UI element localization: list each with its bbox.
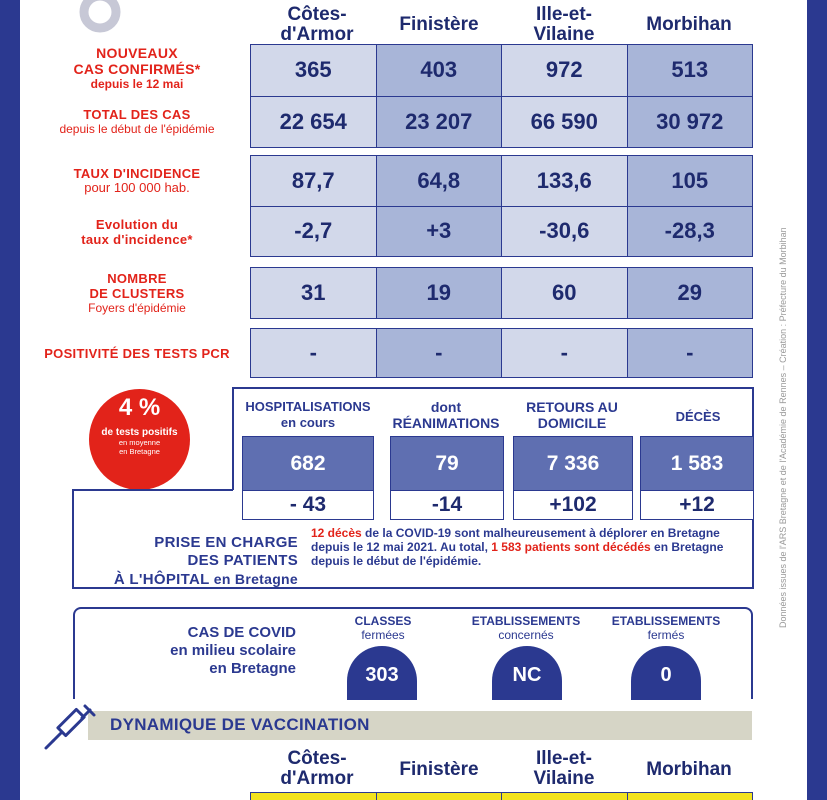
vacc-dept-header-cotes-darmor: Côtes- d'Armor <box>280 748 354 789</box>
hosp-value-hospitalisations: 682 <box>243 437 373 490</box>
cell-nouveaux-cas-ille-et-vilaine: 972 <box>501 45 627 96</box>
school-header-classes-label: CLASSES <box>354 614 412 628</box>
label-clusters-subtitle: Foyers d'épidémie <box>88 301 186 315</box>
vacc-dept-header-finistere: Finistère <box>399 759 479 780</box>
cell-taux-incidence-morbihan: 105 <box>627 156 753 206</box>
school-header-etablissements-concernes <box>456 614 596 642</box>
label-taux-incidence-title: TAUX D'INCIDENCE <box>73 166 201 181</box>
cell-positivite-finistere: - <box>376 329 502 377</box>
cell-positivite-morbihan: - <box>627 329 753 377</box>
cell-positivite-cotes-darmor: - <box>251 329 376 377</box>
hosp-card-hospitalisations <box>242 436 374 520</box>
hospital-text <box>311 526 749 568</box>
cell-total-cas-ille-et-vilaine: 66 590 <box>501 97 627 148</box>
positivity-badge-line1: de tests positifs <box>101 427 178 438</box>
school-value-etablissements-concernes: NC <box>492 646 562 700</box>
hosp-header-hospitalisations: HOSPITALISATIONS en cours <box>245 399 371 430</box>
hosp-header-deces: DÉCÈS <box>675 409 721 424</box>
hospital-text-deces-count: 12 décès <box>311 526 362 540</box>
cell-evolution-morbihan: -28,3 <box>627 207 753 257</box>
school-value-classes: 303 <box>347 646 417 700</box>
school-header-classes <box>338 614 428 642</box>
cell-total-cas-cotes-darmor: 22 654 <box>251 97 376 148</box>
cell-nouveaux-cas-morbihan: 513 <box>627 45 753 96</box>
syringe-icon <box>38 700 102 756</box>
cell-clusters-finistere: 19 <box>376 268 502 318</box>
credit-text: Données issues de l'ARS Bretagne et de l'Académie de Rennes – Création : Préfecture du Morbihan <box>778 227 788 628</box>
hospital-text-part1: de la COVID-19 sont malheureusement à déplorer en Bretagne depuis le 12 mai 2021. Au total, <box>311 526 720 554</box>
vaccination-title: DYNAMIQUE DE VACCINATION <box>110 715 370 734</box>
cell-nouveaux-cas-finistere: 403 <box>376 45 502 96</box>
infographic-sheet <box>20 0 807 800</box>
hosp-header-retours: RETOURS AU DOMICILE <box>526 399 618 431</box>
dept-header-ille-et-vilaine: Ille-et- Vilaine <box>533 4 595 45</box>
cell-clusters-cotes-darmor: 31 <box>251 268 376 318</box>
cell-total-cas-morbihan: 30 972 <box>627 97 753 148</box>
hospital-title <box>80 534 298 589</box>
school-header-fermes-label: ETABLISSEMENTS <box>611 614 721 628</box>
label-evolution-title: Evolution du taux d'incidence* <box>81 217 193 247</box>
dept-header-morbihan: Morbihan <box>646 14 732 35</box>
vacc-dept-header-morbihan: Morbihan <box>646 759 732 780</box>
hosp-change-deces: +12 <box>641 490 753 519</box>
hospital-title-line3 <box>80 570 298 589</box>
hosp-value-retours: 7 336 <box>514 437 632 490</box>
school-title: CAS DE COVID en milieu scolaire en Bretagne <box>170 624 296 677</box>
hospital-text-patients: 1 583 patients sont décédés <box>491 540 651 554</box>
school-header-fermes-sub: fermés <box>647 628 685 642</box>
cell-taux-incidence-finistere: 64,8 <box>376 156 502 206</box>
hosp-card-retours <box>513 436 633 520</box>
hosp-card-deces <box>640 436 754 520</box>
cell-evolution-finistere: +3 <box>376 207 502 257</box>
label-total-cas-title: TOTAL DES CAS <box>83 107 191 122</box>
label-nouveaux-cas-title: NOUVEAUX CAS CONFIRMÉS* <box>73 45 201 77</box>
hospital-title-hopital: À L'HÔPITAL <box>113 571 210 588</box>
hosp-value-deces: 1 583 <box>641 437 753 490</box>
hosp-change-retours: +102 <box>514 490 632 519</box>
positivity-badge-value: 4 % <box>118 394 161 421</box>
school-header-concernes-label: ETABLISSEMENTS <box>471 614 581 628</box>
cell-clusters-ille-et-vilaine: 60 <box>501 268 627 318</box>
hospital-title-main: PRISE EN CHARGE DES PATIENTS <box>154 534 298 569</box>
dept-header-finistere: Finistère <box>399 14 479 35</box>
vacc-table-top <box>250 792 753 800</box>
label-taux-incidence-subtitle: pour 100 000 hab. <box>84 180 190 195</box>
hosp-change-hospitalisations: - 43 <box>243 490 373 519</box>
hosp-header-reanimations: dont RÉANIMATIONS <box>392 399 500 431</box>
cell-nouveaux-cas-cotes-darmor: 365 <box>251 45 376 96</box>
hosp-change-reanimations: -14 <box>391 490 503 519</box>
positivity-badge-line2: en moyenne en Bretagne <box>118 438 161 456</box>
cell-total-cas-finistere: 23 207 <box>376 97 502 148</box>
label-positivite-title: POSITIVITÉ DES TESTS PCR <box>44 346 230 361</box>
cell-clusters-morbihan: 29 <box>627 268 753 318</box>
label-nouveaux-cas-subtitle: depuis le 12 mai <box>90 77 184 91</box>
vacc-cell <box>501 793 627 800</box>
cell-evolution-cotes-darmor: -2,7 <box>251 207 376 257</box>
hospital-title-region: en Bretagne <box>213 571 298 587</box>
hosp-card-reanimations <box>390 436 504 520</box>
label-total-cas-subtitle: depuis le début de l'épidémie <box>59 122 215 136</box>
cell-taux-incidence-cotes-darmor: 87,7 <box>251 156 376 206</box>
school-header-etablissements-fermes <box>596 614 736 642</box>
cell-taux-incidence-ille-et-vilaine: 133,6 <box>501 156 627 206</box>
label-clusters-title: NOMBRE DE CLUSTERS <box>89 271 185 301</box>
school-value-etablissements-fermes: 0 <box>631 646 701 700</box>
school-header-concernes-sub: concernés <box>498 628 554 642</box>
school-header-classes-sub: fermées <box>361 628 405 642</box>
vacc-cell <box>376 793 502 800</box>
cell-evolution-ille-et-vilaine: -30,6 <box>501 207 627 257</box>
vacc-cell <box>251 793 376 800</box>
vacc-dept-header-ille-et-vilaine: Ille-et- Vilaine <box>533 748 595 789</box>
cell-positivite-ille-et-vilaine: - <box>501 329 627 377</box>
dept-header-cotes-darmor: Côtes- d'Armor <box>280 4 354 45</box>
vacc-cell <box>627 793 753 800</box>
hospital-text-part2: en Bretagne depuis le début de l'épidémie. <box>311 540 724 568</box>
hosp-value-reanimations: 79 <box>391 437 503 490</box>
